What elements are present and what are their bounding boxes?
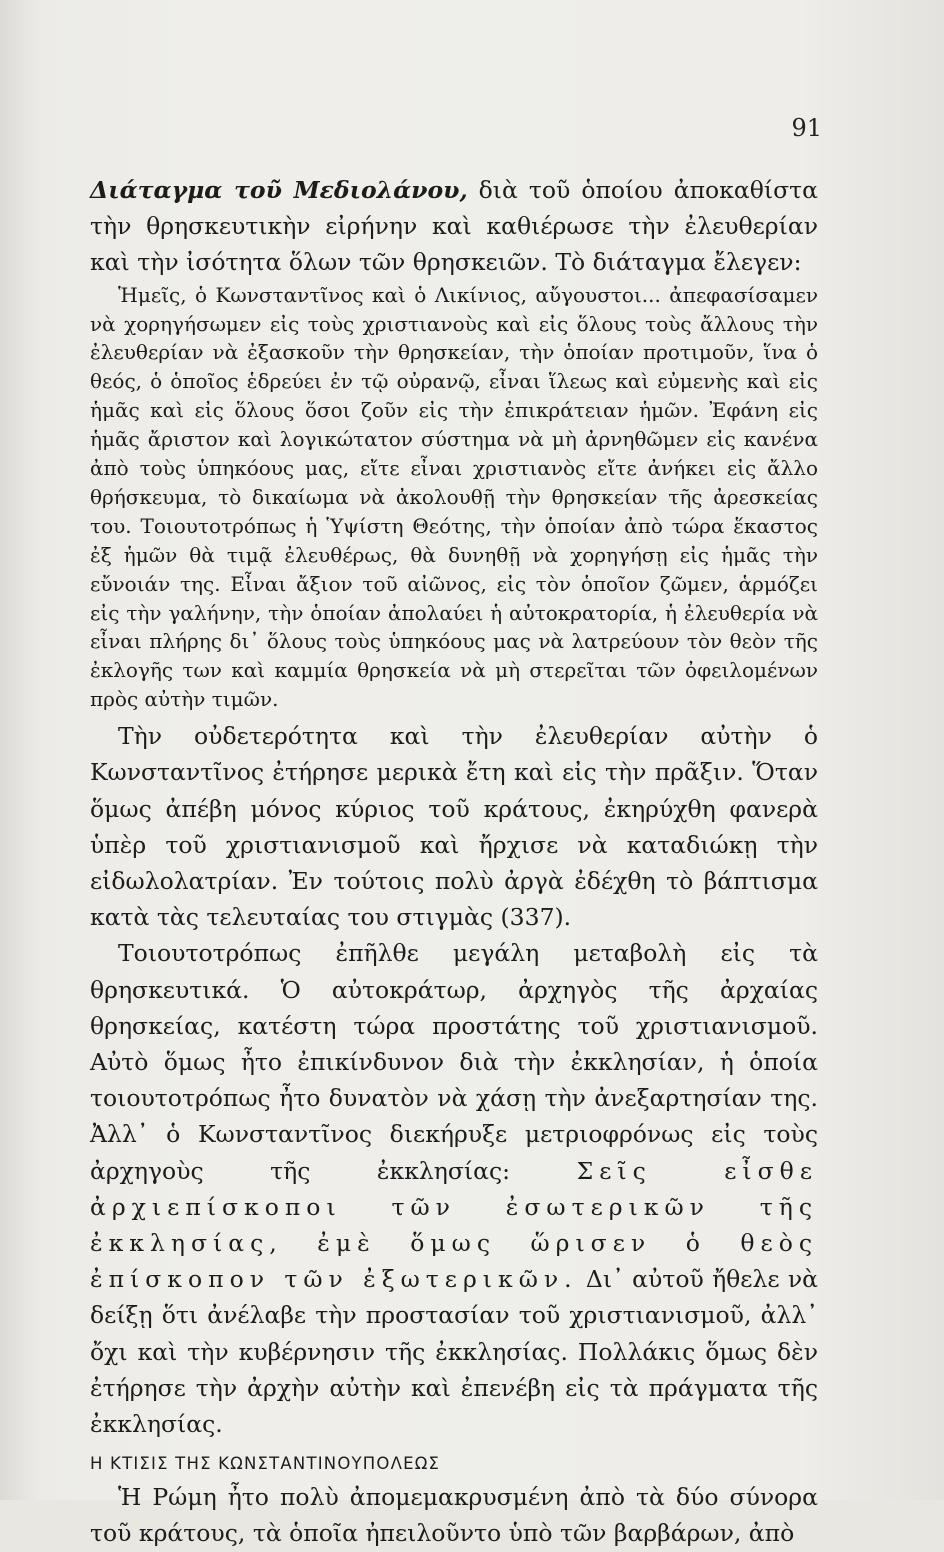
paragraph-change-text-1: Τοιουτοτρόπως ἐπῆλθε μεγάλη μεταβολὴ εἰς τὰ θρησκευτικά. Ὁ αὐτοκράτωρ, ἀρχηγὸς τῆς ἀρχαίας θρησκείας, κατέστη τώρα προστάτης τοῦ χριστιανισμοῦ. Αὐτὸ ὅμως ἦτο ἐπικίνδυνον διὰ τὴν ἐκκλησίαν, ἡ ὁποία τοιουτοτρόπως ἦτο δυνατὸν νὰ χάσῃ τὴν ἀνεξαρτησίαν της. Ἀλλ᾽ ὁ Κωνσταντῖνος διεκήρυξε μετριοφρόνως εἰς τοὺς ἀρχηγοὺς τῆς ἐκκλησίας: — [90, 939, 818, 1185]
constantine-quote-spaced: Σεῖς εἶσθε ἀρχιεπίσκοποι τῶν ἐσωτερικῶν τῆς ἐκκλησίας, ἐμὲ ὅμως ὥρισεν ὁ θεὸς ἐπίσκοπον τῶν ἐξωτερικῶν. — [90, 1156, 819, 1294]
intro-paragraph — [90, 172, 818, 281]
intro-text: διὰ τοῦ ὁποίου ἀποκαθίστα τὴν θρησκευτικὴν εἰρήνην καὶ καθιέρωσε τὴν ἐλευθερίαν καὶ τὴν ἰσότητα ὅλων τῶν θρησκειῶν. Τὸ διάταγμα ἔλεγεν: — [90, 176, 818, 277]
edict-quote: Ἡμεῖς, ὁ Κωνσταντῖνος καὶ ὁ Λικίνιος, αὔγουστοι... ἀπεφασίσαμεν νὰ χορηγήσωμεν εἰς τοὺς χριστιανοὺς καὶ εἰς ὅλους τοὺς ἄλλους τὴν ἐλευθερίαν νὰ ἐξασκοῦν τὴν θρησκείαν, τὴν ὁποίαν προτιμοῦν, ἵνα ὁ θεός, ὁ ὁποῖος ἑδρεύει ἐν τῷ οὐρανῷ, εἶναι ἵλεως καὶ εὐμενὴς καὶ εἰς ἡμᾶς καὶ εἰς ὅλους ὅσοι ζοῦν εἰς τὴν ἐπικράτειαν ἡμῶν. Ἐφάνη εἰς ἡμᾶς ἄριστον καὶ λογικώτατον σύστημα νὰ μὴ ἀρνηθῶμεν εἰς κανένα ἀπὸ τοὺς ὑπηκόους μας, εἴτε εἶναι χριστιανὸς εἴτε ἀνήκει εἰς ἄλλο θρήσκευμα, τὸ δικαίωμα νὰ ἀκολουθῇ τὴν θρησκείαν τῆς ἀρεσκείας του. Τοιουτοτρόπως ἡ Ὑψίστη Θεότης, τὴν ὁποίαν ἀπὸ τώρα ἕκαστος ἐξ ἡμῶν θὰ τιμᾷ ἐλευθέρως, θὰ δυνηθῇ νὰ χορηγήσῃ εἰς ἡμᾶς τὴν εὔνοιάν της. Εἶναι ἄξιον τοῦ αἰῶνος, εἰς τὸν ὁποῖον ζῶμεν, ἁρμόζει εἰς τὴν γαλήνην, τὴν ὁποίαν ἀπολαύει ἡ αὐτοκρατορία, ἡ ἐλευθερία νὰ εἶναι πλήρης δι᾽ ὅλους τοὺς ὑπηκόους μας νὰ λατρεύουν τὸν θεὸν τῆς ἐκλογῆς των καὶ καμμία θρησκεία νὰ μὴ στερεῖται τῶν ὀφειλομένων πρὸς αὐτὴν τιμῶν. — [90, 282, 818, 712]
edict-title: Διάταγμα τοῦ Μεδιολάνου, — [90, 176, 468, 204]
page-content — [90, 172, 818, 1552]
page-number: 91 — [791, 114, 822, 142]
paragraph-change-text-2: Δι᾽ αὐτοῦ ἤθελε νὰ δείξῃ ὅτι ἀνέλαβε τὴν προστασίαν τοῦ χριστιανισμοῦ, ἀλλ᾽ ὄχι καὶ τὴν κυβέρνησιν τῆς ἐκκλησίας. Πολλάκις ὅμως δὲν ἐτήρησε τὴν ἀρχὴν αὐτὴν καὶ ἐπενέβη εἰς τὰ πράγματα τῆς ἐκκλησίας. — [90, 1265, 818, 1439]
paragraph-change — [90, 935, 818, 1442]
paragraph-neutrality: Τὴν οὐδετερότητα καὶ τὴν ἐλευθερίαν αὐτὴν ὁ Κωνσταντῖνος ἐτήρησε μερικὰ ἔτη καὶ εἰς τὴν πρᾶξιν. Ὅταν ὅμως ἀπέβη μόνος κύριος τοῦ κράτους, ἐκηρύχθη φανερὰ ὑπὲρ τοῦ χριστιανισμοῦ καὶ ἤρχισε νὰ καταδιώκῃ τὴν εἰδωλολατρίαν. Ἐν τούτοις πολὺ ἀργὰ ἐδέχθη τὸ βάπτισμα κατὰ τὰς τελευταίας του στιγμὰς (337). — [90, 722, 818, 932]
section-heading: Η ΚΤΙΣΙΣ ΤΗΣ ΚΩΝΣΤΑΝΤΙΝΟΥΠΟΛΕΩΣ — [90, 1454, 441, 1474]
paragraph-rome: Ἡ Ρώμη ἦτο πολὺ ἀπομεμακρυσμένη ἀπὸ τὰ δύο σύνορα τοῦ κράτους, τὰ ὁποῖα ἠπειλοῦντο ὑπὸ τῶν βαρβάρων, ἀπὸ — [90, 1483, 818, 1548]
